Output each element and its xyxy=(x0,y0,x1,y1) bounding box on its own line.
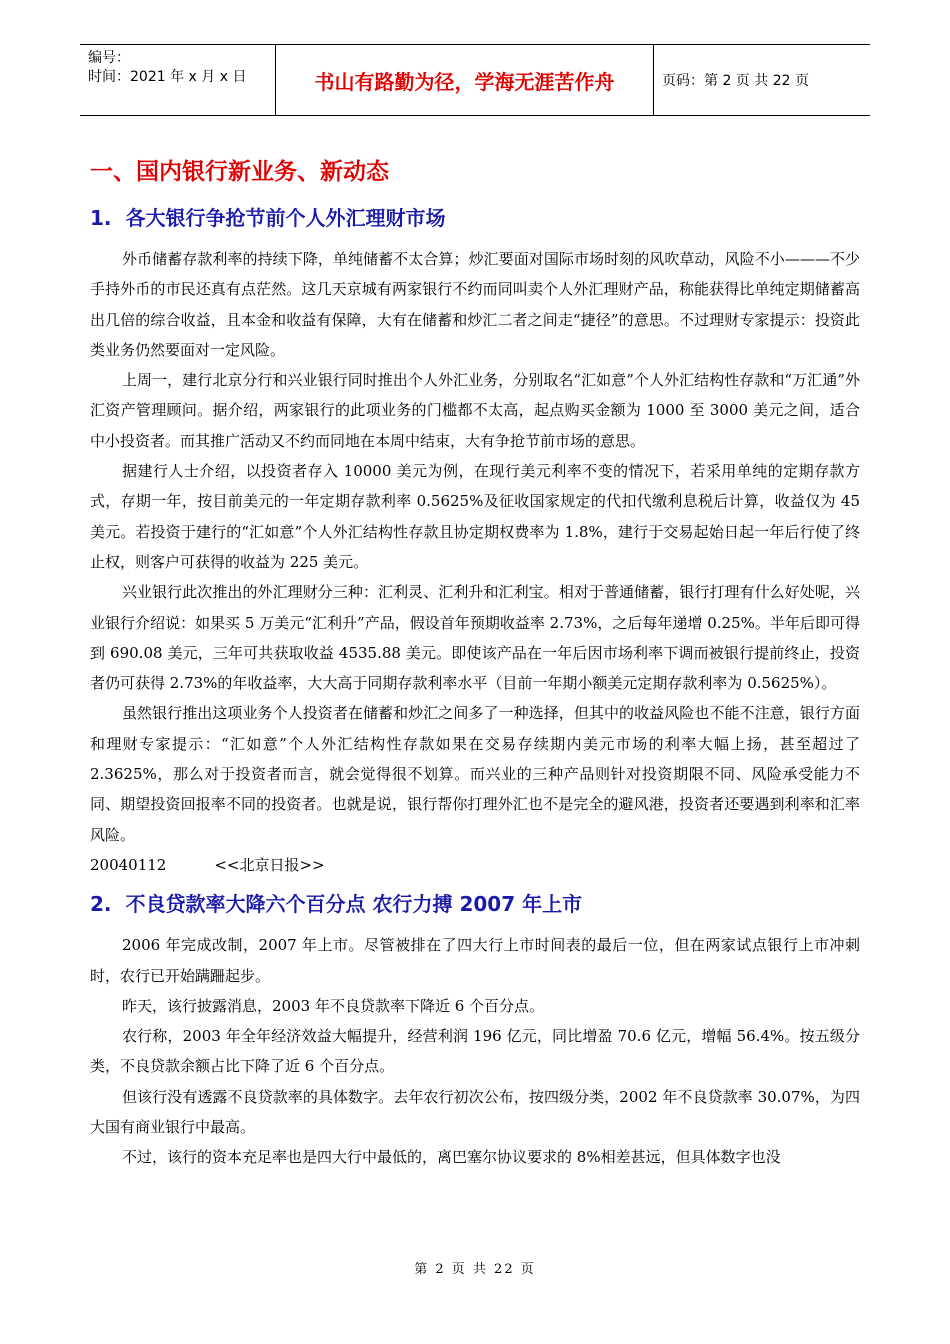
document-number-label: 编号： xyxy=(88,50,130,66)
header-meta xyxy=(80,45,276,115)
page-header xyxy=(80,44,870,116)
article-1-paragraph: 外币储蓄存款利率的持续下降，单纯储蓄不太合算；炒汇要面对国际市场时刻的风吹草动，风险不小———不少手持外币的市民还真有点茫然。这几天京城有两家银行不约而同叫卖个人外汇理财产品，称能获得比单纯定期储蓄高出几倍的综合收益，且本金和收益有保障，大有在储蓄和炒汇二者之间走“捷径”的意思。不过理财专家提示：投资此类业务仍然要面对一定风险。 xyxy=(90,250,860,359)
article-2-paragraph: 农行称，2003 年全年经济效益大幅提升，经营利润 196 亿元，同比增盈 70.6 亿元，增幅 56.4%。按五级分类，不良贷款余额占比下降了近 6 个百分点。 xyxy=(90,1027,860,1076)
article-1-title: 各大银行争抢节前个人外汇理财市场 xyxy=(125,206,446,230)
header-page-label: 页码：第 2 页 共 22 页 xyxy=(662,73,809,89)
article-1-number: 1. xyxy=(90,206,112,230)
article-1-paragraph: 兴业银行此次推出的外汇理财分三种：汇利灵、汇利升和汇利宝。相对于普通储蓄，银行打理有什么好处呢，兴业银行介绍说：如果买 5 万美元“汇利升”产品，假设首年预期收益率 2.73%，之后每年递增 0.25%。半年后即可得到 690.08 美元，三年可共获取收益 4535.88 美元。即使该产品在一年后因市场利率下调而被银行提前终止，投资者仍可获得 2.73%的年收益率，大大高于同期存款利率水平（目前一年期小额美元定期存款利率为 0.5625%）。 xyxy=(90,583,860,693)
article-1-heading xyxy=(90,200,860,236)
article-2-paragraph: 2006 年完成改制，2007 年上市。尽管被排在了四大行上市时间表的最后一位，但在两家试点银行上市冲刺时，农行已开始蹒跚起步。 xyxy=(90,936,860,985)
document-time-label: 时间：2021 年 x 月 x 日 xyxy=(88,69,247,85)
page-footer: 第 2 页 共 22 页 xyxy=(414,1262,536,1277)
document-body xyxy=(90,150,860,1173)
article-1-paragraph: 上周一，建行北京分行和兴业银行同时推出个人外汇业务，分别取名“汇如意”个人外汇结构性存款和“万汇通”外汇资产管理顾问。据介绍，两家银行的此项业务的门槛都不太高，起点购买金额为 1000 至 3000 美元之间，适合中小投资者。而其推广活动又不约而同地在本周中结束，大有争抢节前市场的意思。 xyxy=(90,371,860,450)
article-2-paragraph: 但该行没有透露不良贷款率的具体数字。去年农行初次公布，按四级分类，2002 年不良贷款率 30.07%，为四大国有商业银行中最高。 xyxy=(90,1087,860,1137)
article-2-paragraph: 昨天，该行披露消息，2003 年不良贷款率下降近 6 个百分点。 xyxy=(122,996,545,1015)
article-2-title: 不良贷款率大降六个百分点 农行力搏 2007 年上市 xyxy=(125,892,583,917)
header-motto: 书山有路勤为径，学海无涯苦作舟 xyxy=(276,45,654,115)
article-1-paragraph: 虽然银行推出这项业务个人投资者在储蓄和炒汇之间多了一种选择，但其中的收益风险也不能不注意，银行方面和理财专家提示：“汇如意”个人外汇结构性存款如果在交易存续期内美元市场的利率大幅上扬，甚至超过了 2.3625%，那么对于投资者而言，就会觉得很不划算。而兴业的三种产品则针对投资期限不同、风险承受能力不同、期望投资回报率不同的投资者。也就是说，银行帮你打理外汇也不是完全的避风港，投资者还要遇到利率和汇率风险。 xyxy=(90,704,860,844)
article-1-source: <<北京日报>> xyxy=(214,855,325,874)
article-1-dateline xyxy=(90,850,860,880)
article-2-paragraph: 不过，该行的资本充足率也是四大行中最低的，离巴塞尔协议要求的 8%相差甚远，但具体数字也没 xyxy=(122,1148,781,1167)
article-1-date: 20040112 xyxy=(90,855,167,874)
article-2-number: 2. xyxy=(90,892,112,917)
article-2-heading xyxy=(90,886,860,922)
section-title: 一、国内银行新业务、新动态 xyxy=(90,159,389,185)
article-1-paragraph: 据建行人士介绍，以投资者存入 10000 美元为例，在现行美元利率不变的情况下，若采用单纯的定期存款方式，存期一年，按目前美元的一年定期存款利率 0.5625%及征收国家规定的代扣代缴利息税后计算，收益仅为 45 美元。若投资于建行的“汇如意”个人外汇结构性存款且协定期权费率为 1.8%，建行于交易起始日起一年后行使了终止权，则客户可获得的收益为 225 美元。 xyxy=(90,462,860,571)
